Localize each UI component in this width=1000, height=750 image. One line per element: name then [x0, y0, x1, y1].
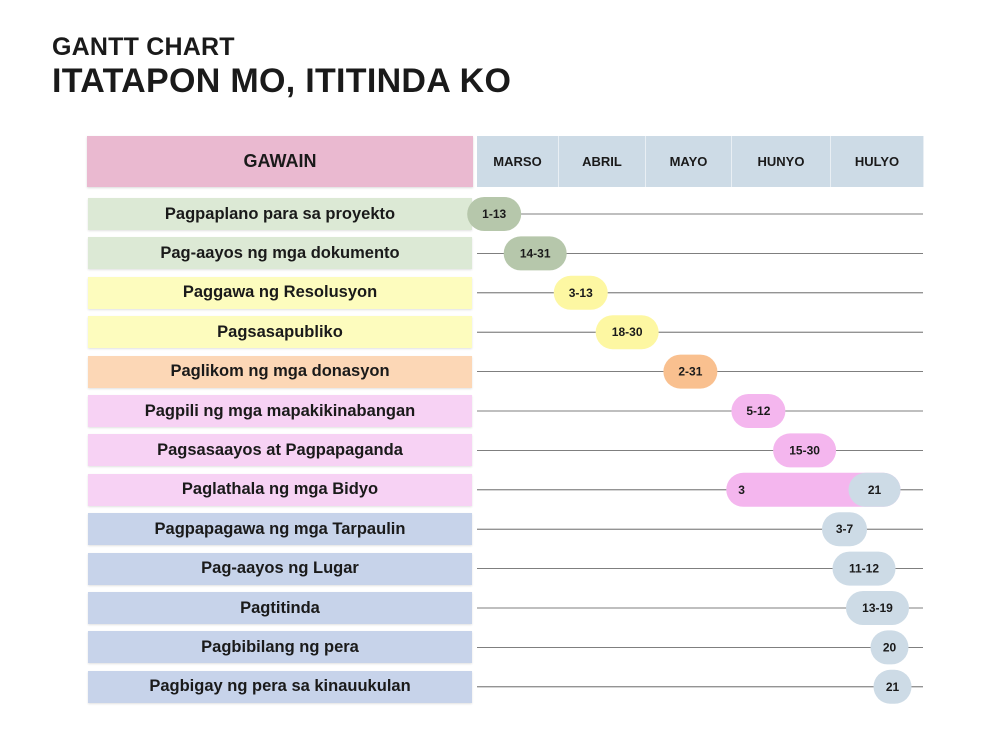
task-label: Pagsasaayos at Pagpapaganda	[88, 434, 472, 466]
month-header-hunyo: HUNYO	[732, 136, 831, 187]
task-bar-label: 3-13	[568, 285, 593, 300]
task-label: Paggawa ng Resolusyon	[88, 277, 472, 309]
task-label: Pagpapagawa ng mga Tarpaulin	[88, 513, 472, 545]
chart-title: ITATAPON MO, ITITINDA KO	[52, 62, 512, 100]
task-bar-label: 3-7	[835, 522, 854, 537]
task-bar-start-label: 3	[738, 482, 745, 497]
task-bar-label: 11-12	[848, 561, 880, 576]
task-label: Pag-aayos ng mga dokumento	[88, 237, 472, 269]
task-column-header: GAWAIN	[87, 136, 473, 187]
month-header-mayo: MAYO	[646, 136, 732, 187]
task-bar-label: 1-13	[482, 207, 507, 221]
task-bar-label: 15-30	[789, 443, 820, 458]
task-label: Pagpaplano para sa proyekto	[88, 198, 472, 230]
task-bar-label: 5-12	[746, 404, 771, 418]
task-label: Pagsasapubliko	[88, 316, 472, 348]
task-label: Pagtitinda	[88, 592, 472, 624]
task-bar-label: 18-30	[611, 325, 643, 340]
task-bar-end-label: 21	[867, 482, 882, 497]
task-label: Paglikom ng mga donasyon	[88, 356, 472, 388]
task-bar-label: 2-31	[678, 364, 703, 379]
task-label: Pagbibilang ng pera	[88, 631, 472, 663]
task-bar-label: 14-31	[519, 246, 551, 261]
month-header-marso: MARSO	[477, 136, 559, 187]
month-header-abril: ABRIL	[559, 136, 646, 187]
task-label: Paglathala ng mga Bidyo	[88, 474, 472, 506]
task-label: Pagpili ng mga mapakikinabangan	[88, 395, 472, 427]
task-label: Pagbigay ng pera sa kinauukulan	[88, 671, 472, 703]
task-bar-label: 21	[885, 679, 900, 694]
task-bar-label: 13-19	[862, 601, 893, 615]
month-header-hulyo: HULYO	[831, 136, 924, 187]
chart-subtitle: GANTT CHART	[52, 33, 235, 61]
task-bar-label: 20	[882, 640, 897, 655]
task-label: Pag-aayos ng Lugar	[88, 553, 472, 585]
